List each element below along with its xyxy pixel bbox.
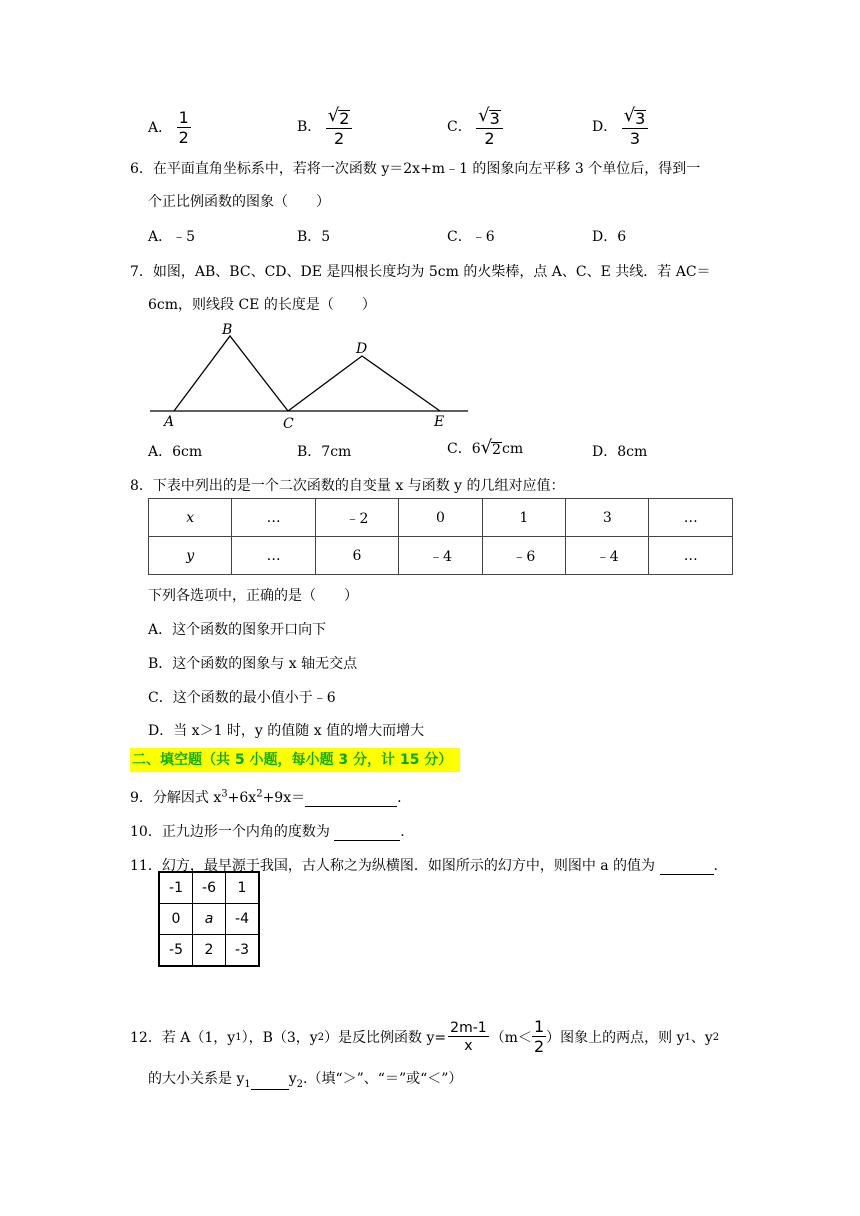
table-cell: 1 (482, 499, 565, 537)
q8-option-b: B．这个函数的图象与 x 轴无交点 (148, 656, 358, 672)
table-cell: 3 (566, 499, 649, 537)
q7-option-d: D．8cm (592, 444, 648, 460)
text: .（填“＞”、“＝”或“＜”） (303, 1071, 463, 1087)
text: 12．若 A（1，y (130, 1030, 236, 1046)
text: ）图象上的两点，则 y (546, 1030, 685, 1046)
q7-option-c (447, 438, 523, 458)
text: 的大小关系是 y (148, 1071, 245, 1087)
numerator: 1 (533, 1017, 545, 1036)
q7-matchstick-figure (150, 320, 470, 432)
q9-stem (130, 787, 402, 807)
table-cell: … (649, 537, 733, 575)
radicand: 2 (492, 442, 502, 458)
denominator: 2 (178, 128, 189, 147)
fraction (476, 107, 503, 147)
denominator: x (464, 1038, 473, 1054)
sqrt: √ 2 (480, 437, 502, 458)
sqrt: √ 3 (623, 105, 646, 128)
label-d: D (356, 341, 368, 357)
q7-option-b: B．7cm (297, 444, 352, 460)
denominator: 2 (333, 129, 345, 148)
answer-blank[interactable] (305, 790, 397, 807)
table-cell: … (232, 537, 315, 575)
sqrt: √ 3 (478, 105, 500, 128)
table-cell: ﹣6 (482, 537, 565, 575)
subscript: 2 (317, 1031, 325, 1043)
text: ），B（3，y (241, 1030, 318, 1046)
table-cell: 0 (159, 904, 193, 935)
q6-stem-line1: 6．在平面直角坐标系中，若将一次函数 y＝2x+m﹣1 的图象向左平移 3 个单位后，得到一 (130, 161, 701, 177)
q7-stem-line2: 6cm，则线段 CE 的长度是（ ） (148, 297, 376, 313)
table-cell: -1 (159, 872, 193, 904)
q12-stem-line1 (130, 1019, 719, 1055)
table-cell: ﹣4 (399, 537, 482, 575)
q8-stem: 8．下表中列出的是一个二次函数的自变量 x 与函数 y 的几组对应值： (130, 478, 565, 494)
subscript: 1 (235, 1031, 242, 1043)
table-row (159, 935, 259, 967)
exponent: 3 (221, 788, 228, 800)
table-cell: a (193, 904, 226, 935)
answer-blank[interactable] (334, 824, 400, 841)
q8-option-d: D．当 x＞1 时，y 的值随 x 值的增大而增大 (148, 723, 425, 739)
label-c: C (283, 416, 294, 432)
q5-option-c (447, 107, 503, 147)
label-e: E (434, 414, 445, 430)
numerator: 2m-1 (450, 1020, 487, 1036)
text: 10．正九边形一个内角的度数为 (130, 824, 335, 840)
text: 11．幻方，最早源于我国，古人称之为纵横图．如图所示的幻方中，则图中 a 的值为 (130, 858, 660, 874)
table-cell: 2 (193, 935, 226, 967)
numerator: 1 (178, 108, 189, 127)
q6-option-d: D．6 (592, 229, 627, 245)
subscript: 2 (296, 1078, 304, 1090)
table-cell: … (649, 499, 733, 537)
fraction (622, 107, 649, 147)
denominator: 3 (629, 129, 641, 148)
option-label: B． (297, 119, 322, 135)
q6-option-a: A．﹣5 (148, 229, 196, 245)
q8-option-c: C．这个函数的最小值小于﹣6 (148, 690, 336, 706)
answer-blank[interactable] (660, 858, 714, 875)
option-label: D． (592, 119, 618, 135)
fraction (448, 1021, 489, 1053)
table-row (149, 499, 733, 537)
q12-stem-line2 (148, 1068, 462, 1090)
q10-stem (130, 821, 405, 841)
table-cell: 6 (315, 537, 398, 575)
text: +9x＝ (262, 790, 306, 806)
table-row (159, 872, 259, 904)
unit: cm (502, 441, 524, 457)
table-cell: 0 (399, 499, 482, 537)
subscript: 2 (712, 1031, 720, 1043)
radicand: 2 (339, 109, 350, 128)
exponent: 2 (256, 788, 263, 800)
option-label: A． (148, 120, 173, 136)
text: . (397, 790, 402, 806)
table-cell: ﹣4 (566, 537, 649, 575)
q8-prompt: 下列各选项中，正确的是（ ） (148, 588, 358, 604)
table-cell: -6 (193, 872, 226, 904)
label-a: A (164, 414, 175, 430)
text: 、y (690, 1030, 713, 1046)
text: +6x (227, 790, 257, 806)
q6-option-c: C．﹣6 (447, 229, 495, 245)
table-row (159, 904, 259, 935)
q8-option-a: A．这个函数的图象开口向下 (148, 622, 327, 638)
q8-value-table (148, 498, 733, 575)
table-row (149, 537, 733, 575)
table-cell: 1 (226, 872, 260, 904)
table-cell: y (149, 537, 232, 575)
fraction (532, 1019, 546, 1055)
option-label: C． (447, 119, 472, 135)
text: ）是反比例函数 y= (324, 1030, 447, 1046)
text: . (400, 824, 405, 840)
label-b: B (222, 322, 233, 338)
table-cell: -4 (226, 904, 260, 935)
denominator: 2 (533, 1037, 545, 1056)
radicand: 3 (635, 109, 646, 128)
fraction (326, 107, 353, 147)
table-cell: -3 (226, 935, 260, 967)
q7-stem-line1: 7．如图，AB、BC、CD、DE 是四根长度均为 5cm 的火柴棒，点 A、C、E 共线．若 AC＝ (130, 264, 711, 280)
table-cell: ﹣2 (315, 499, 398, 537)
option-label: C．6 (447, 441, 481, 457)
q5-option-d (592, 107, 648, 147)
magic-square (158, 871, 260, 967)
subscript: 1 (684, 1031, 691, 1043)
text: y (288, 1071, 297, 1087)
subscript: 1 (244, 1078, 251, 1090)
denominator: 2 (484, 129, 495, 148)
q5-option-b (297, 107, 352, 147)
q5-option-a (148, 110, 191, 146)
answer-blank[interactable] (251, 1073, 289, 1090)
text: 9．分解因式 x (130, 790, 222, 806)
radicand: 3 (489, 109, 500, 128)
table-cell: … (232, 499, 315, 537)
table-cell: x (149, 499, 232, 537)
q6-stem-line2: 个正比例函数的图象（ ） (148, 194, 330, 210)
q6-option-b: B．5 (297, 229, 331, 245)
q7-option-a: A．6cm (148, 444, 203, 460)
section-heading: 二、填空题（共 5 小题，每小题 3 分，计 15 分） (130, 748, 460, 772)
text: . (713, 858, 718, 874)
fraction (177, 110, 191, 146)
sqrt: √ 2 (327, 105, 350, 128)
table-cell: -5 (159, 935, 193, 967)
text: （m＜ (490, 1030, 532, 1046)
